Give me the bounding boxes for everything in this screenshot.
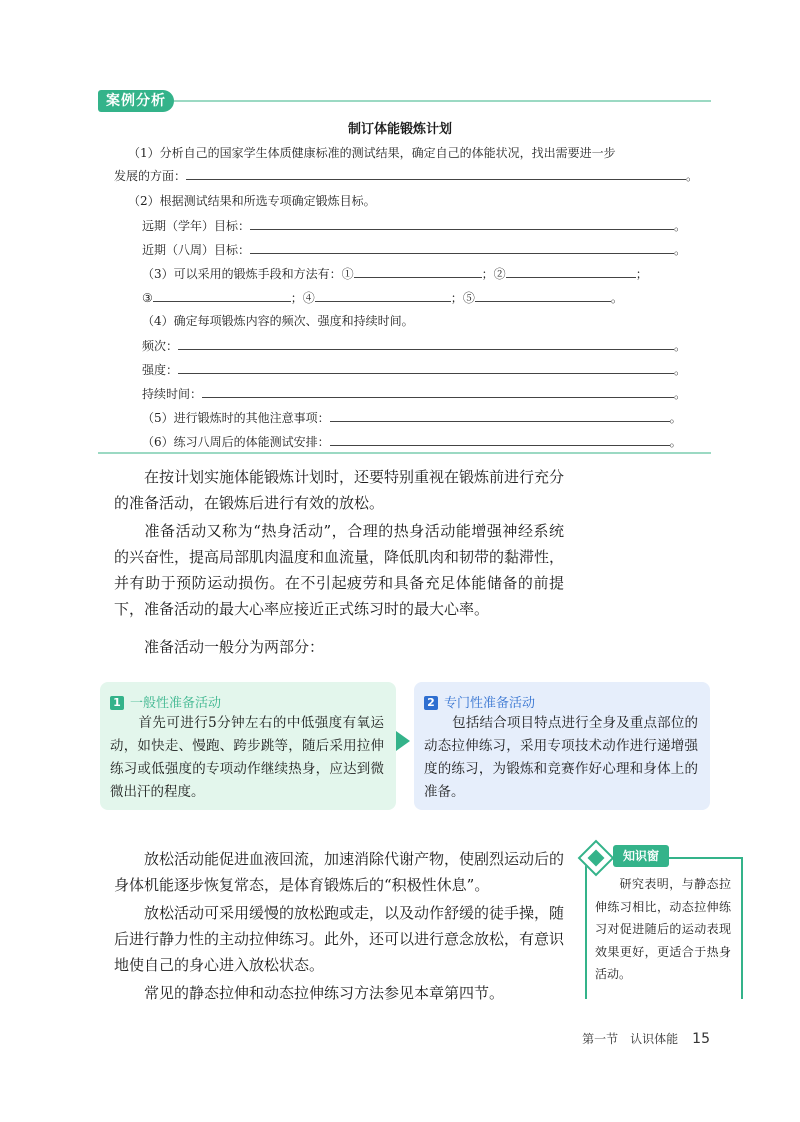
plan-item-4-text: （4）确定每项锻炼内容的频次、强度和持续时间。: [142, 314, 414, 328]
end-mark: 。: [674, 243, 687, 257]
paragraph-4-text: 放松活动能促进血液回流，加速消除代谢产物，使剧烈运动后的身体机能逐步恢复常态，是体育锻炼后的“积极性休息”。: [114, 850, 565, 894]
short-term-goal: [142, 240, 686, 258]
plan-item-1-text: （1）分析自己的国家学生体质健康标准的测试结果，确定自己的体能状况，找出需要进一步: [128, 146, 616, 160]
paragraph-1: [114, 464, 564, 516]
semicolon: ；: [635, 267, 648, 281]
method-5-blank[interactable]: [475, 288, 611, 302]
paragraph-6-text: 常见的静态拉伸和动态拉伸练习方法参见本章第四节。: [144, 984, 505, 1002]
case-header-divider: [174, 100, 711, 102]
plan-item-2-text: （2）根据测试结果和所选专项确定锻炼目标。: [128, 194, 376, 208]
plan-item-1-field: [114, 166, 698, 184]
long-term-goal-label: 远期（学年）目标：: [142, 219, 251, 233]
plan-item-5-text: （5）进行锻炼时的其他注意事项：: [142, 411, 330, 425]
method-3-blank[interactable]: [153, 288, 291, 302]
semicolon: ；: [481, 267, 494, 281]
method-5-marker: ⑤: [462, 291, 475, 305]
notes-blank[interactable]: [330, 408, 670, 422]
specific-warmup-body: 包括结合项目特点进行全身及重点部位的动态拉伸练习，采用专项技术动作进行递增强度的练习，为锻炼和竞赛作好心理和身体上的准备。: [424, 715, 698, 800]
general-warmup-box: [100, 682, 396, 810]
paragraph-1-text: 在按计划实施体能锻炼计划时，还要特别重视在锻炼前进行充分的准备活动，在锻炼后进行有效的放松。: [114, 468, 565, 512]
short-term-goal-blank[interactable]: [250, 240, 674, 254]
semicolon: ；: [290, 291, 303, 305]
intensity-blank[interactable]: [178, 360, 674, 374]
paragraph-6: [114, 980, 564, 1006]
paragraph-2-text: 准备活动又称为“热身活动”，合理的热身活动能增强神经系统的兴奋性，提高局部肌肉温度和血流量，降低肌肉和韧带的黏滞性，并有助于预防运动损伤。在不引起疲劳和具备充足体能储备的前提下，准备活动的最大心率应接近正式练习时的最大心率。: [114, 522, 565, 618]
frequency-label: 频次：: [142, 339, 179, 353]
paragraph-3-text: 准备活动一般分为两部分：: [144, 638, 325, 656]
general-warmup-heading: [110, 692, 221, 711]
method-2-blank[interactable]: [506, 264, 636, 278]
number-badge-1: 1: [110, 696, 124, 710]
knowledge-window: [585, 849, 741, 999]
plan-item-3-text: （3）可以采用的锻炼手段和方法有：: [142, 267, 342, 281]
knowledge-window-title: 知识窗: [613, 845, 669, 867]
duration-blank[interactable]: [202, 384, 674, 398]
plan-item-2: [128, 192, 376, 210]
paragraph-4: [114, 846, 564, 898]
end-mark: 。: [669, 411, 682, 425]
general-warmup-body: 首先可进行5分钟左右的中低强度有氧运动，如快走、慢跑、跨步跳等，随后采用拉伸练习或低强度的专项动作继续热身，应达到微微出汗的程度。: [110, 715, 384, 800]
specific-warmup-title: 专门性准备活动: [444, 696, 536, 711]
paragraph-2: [114, 518, 564, 622]
case-bottom-divider: [98, 452, 711, 454]
plan-item-3-cont: [142, 288, 623, 306]
specific-warmup-text: [424, 712, 698, 804]
plan-item-5: [142, 408, 682, 426]
general-warmup-text: [110, 712, 384, 804]
test-arrangement-blank[interactable]: [330, 432, 670, 446]
plan-item-1: [128, 144, 616, 162]
method-3-marker: ③: [142, 291, 153, 305]
paragraph-5-text: 放松活动可采用缓慢的放松跑或走，以及动作舒缓的徒手操，随后进行静力性的主动拉伸练习。此外，还可以进行意念放松，有意识地使自己的身心进入放松状态。: [114, 904, 565, 974]
end-mark: 。: [674, 387, 687, 401]
develop-aspect-label: 发展的方面：: [114, 169, 187, 183]
long-term-goal-blank[interactable]: [250, 216, 674, 230]
method-4-marker: ④: [302, 291, 315, 305]
plan-item-6-text: （6）练习八周后的体能测试安排：: [142, 435, 330, 449]
duration-label: 持续时间：: [142, 387, 203, 401]
specific-warmup-heading: [424, 692, 535, 711]
end-mark: 。: [674, 339, 687, 353]
end-mark: 。: [669, 435, 682, 449]
footer-section: 第一节 认识体能: [582, 1032, 679, 1046]
plan-item-6: [142, 432, 682, 450]
general-warmup-title: 一般性准备活动: [130, 696, 222, 711]
end-mark: 。: [610, 291, 623, 305]
method-1-marker: ①: [341, 267, 354, 281]
duration-field: [142, 384, 686, 402]
paragraph-3: [114, 634, 564, 660]
specific-warmup-box: [414, 682, 710, 810]
semicolon: ；: [450, 291, 463, 305]
method-1-blank[interactable]: [354, 264, 482, 278]
plan-item-3: [142, 264, 648, 282]
arrow-right-icon: [396, 731, 410, 751]
frequency-field: [142, 336, 686, 354]
method-2-marker: ②: [493, 267, 506, 281]
paragraph-5: [114, 900, 564, 978]
knowledge-window-text: [595, 873, 731, 986]
page-footer: [582, 1030, 710, 1047]
develop-aspect-blank[interactable]: [186, 166, 686, 180]
knowledge-window-body: 研究表明，与静态拉伸练习相比，动态拉伸练习对促进随后的运动表现效果更好，更适合于热身活动。: [595, 877, 731, 981]
intensity-label: 强度：: [142, 363, 179, 377]
number-badge-2: 2: [424, 696, 438, 710]
end-mark: 。: [686, 169, 699, 183]
page-number: 15: [692, 1031, 710, 1047]
short-term-goal-label: 近期（八周）目标：: [142, 243, 251, 257]
method-4-blank[interactable]: [315, 288, 451, 302]
plan-title: 制订体能锻炼计划: [347, 122, 452, 137]
long-term-goal: [142, 216, 686, 234]
end-mark: 。: [674, 363, 687, 377]
intensity-field: [142, 360, 686, 378]
end-mark: 。: [674, 219, 687, 233]
plan-item-4: [142, 312, 414, 330]
case-analysis-tab: 案例分析: [98, 90, 174, 112]
frequency-blank[interactable]: [178, 336, 674, 350]
